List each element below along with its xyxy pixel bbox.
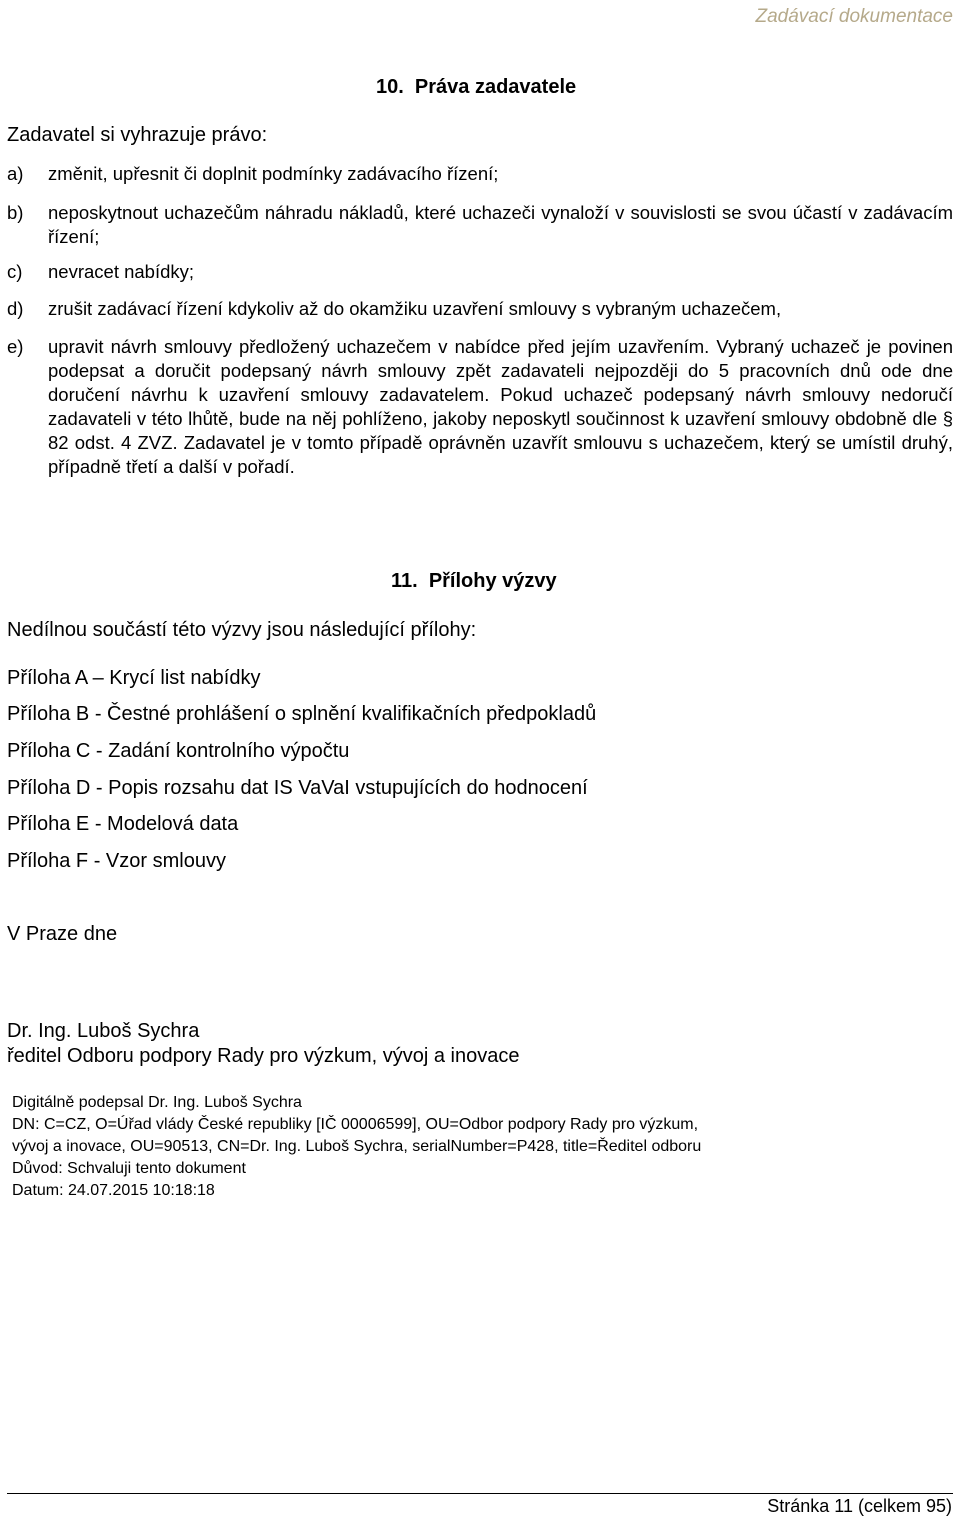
list-item-text: neposkytnout uchazečům náhradu nákladů, které uchazeči vynaloží v souvislosti se svou účastí v zadávacím řízení; <box>48 202 953 247</box>
list-item-letter: a) <box>7 163 24 184</box>
annex-item: Příloha B - Čestné prohlášení o splnění kvalifikačních předpokladů <box>7 703 597 725</box>
section-11-intro: Nedílnou součástí této výzvy jsou následující přílohy: <box>7 619 477 641</box>
list-item-d <box>7 297 953 321</box>
signature-place-date: V Praze dne <box>7 923 118 945</box>
section-10-heading: 10. Práva zadavatele <box>376 76 577 98</box>
digital-signature-line: Digitálně podepsal Dr. Ing. Luboš Sychra <box>12 1094 302 1111</box>
digital-signature-line: Datum: 24.07.2015 10:18:18 <box>12 1182 215 1199</box>
list-item-letter: d) <box>7 298 24 319</box>
digital-signature-line: Důvod: Schvaluji tento dokument <box>12 1160 246 1177</box>
list-item-text: nevracet nabídky; <box>48 261 195 282</box>
annex-item: Příloha D - Popis rozsahu dat IS VaVaI vstupujících do hodnocení <box>7 777 588 799</box>
list-item-e <box>7 335 953 479</box>
section-11-heading: 11. Přílohy výzvy <box>391 570 557 592</box>
digital-signature-line: vývoj a inovace, OU=90513, CN=Dr. Ing. Luboš Sychra, serialNumber=P428, title=Ředitel odboru <box>12 1138 702 1155</box>
list-item-b <box>7 201 953 249</box>
signatory-name: Dr. Ing. Luboš Sychra <box>7 1020 200 1042</box>
list-item-c <box>7 260 953 284</box>
annex-item: Příloha E - Modelová data <box>7 813 239 835</box>
footer-divider <box>7 1493 953 1494</box>
list-item-a <box>7 162 953 186</box>
page-number: Stránka 11 (celkem 95) <box>767 1496 952 1516</box>
list-item-text: změnit, upřesnit či doplnit podmínky zadávacího řízení; <box>48 163 499 184</box>
list-item-text: upravit návrh smlouvy předložený uchazečem v nabídce před jejím uzavřením. Vybraný uchazeč je povinen podepsat a doručit podepsaný návrh smlouvy zpět zadavateli nejpozději do 5 pracovních dnů ode dne doručení návrhu k uzavření smlouvy zadavatelem. Pokud uchazeč podepsaný návrh smlouvy nedoručí zadavateli v této lhůtě, bude na něj pohlíženo, jakoby neposkytl součinnost k uzavření smlouvy obdobně dle § 82 odst. 4 ZVZ. Zadavatel je v tomto případě oprávněn uzavřít smlouvu s uchazečem, který se umístil druhý, případně třetí a další v pořadí. <box>48 336 953 477</box>
annex-item: Příloha A – Krycí list nabídky <box>7 667 261 689</box>
annex-item: Příloha C - Zadání kontrolního výpočtu <box>7 740 350 762</box>
signatory-position: ředitel Odboru podpory Rady pro výzkum, vývoj a inovace <box>7 1045 520 1067</box>
list-item-text: zrušit zadávací řízení kdykoliv až do okamžiku uzavření smlouvy s vybraným uchazečem, <box>48 298 782 319</box>
list-item-letter: b) <box>7 202 24 223</box>
section-10-intro: Zadavatel si vyhrazuje právo: <box>7 124 268 146</box>
document-header-title: Zadávací dokumentace <box>755 6 953 27</box>
annex-item: Příloha F - Vzor smlouvy <box>7 850 226 872</box>
list-item-letter: e) <box>7 336 24 357</box>
list-item-letter: c) <box>7 261 23 282</box>
digital-signature-block <box>12 1092 701 1202</box>
digital-signature-line: DN: C=CZ, O=Úřad vlády České republiky [IČ 00006599], OU=Odbor podpory Rady pro výzkum, <box>12 1116 699 1133</box>
